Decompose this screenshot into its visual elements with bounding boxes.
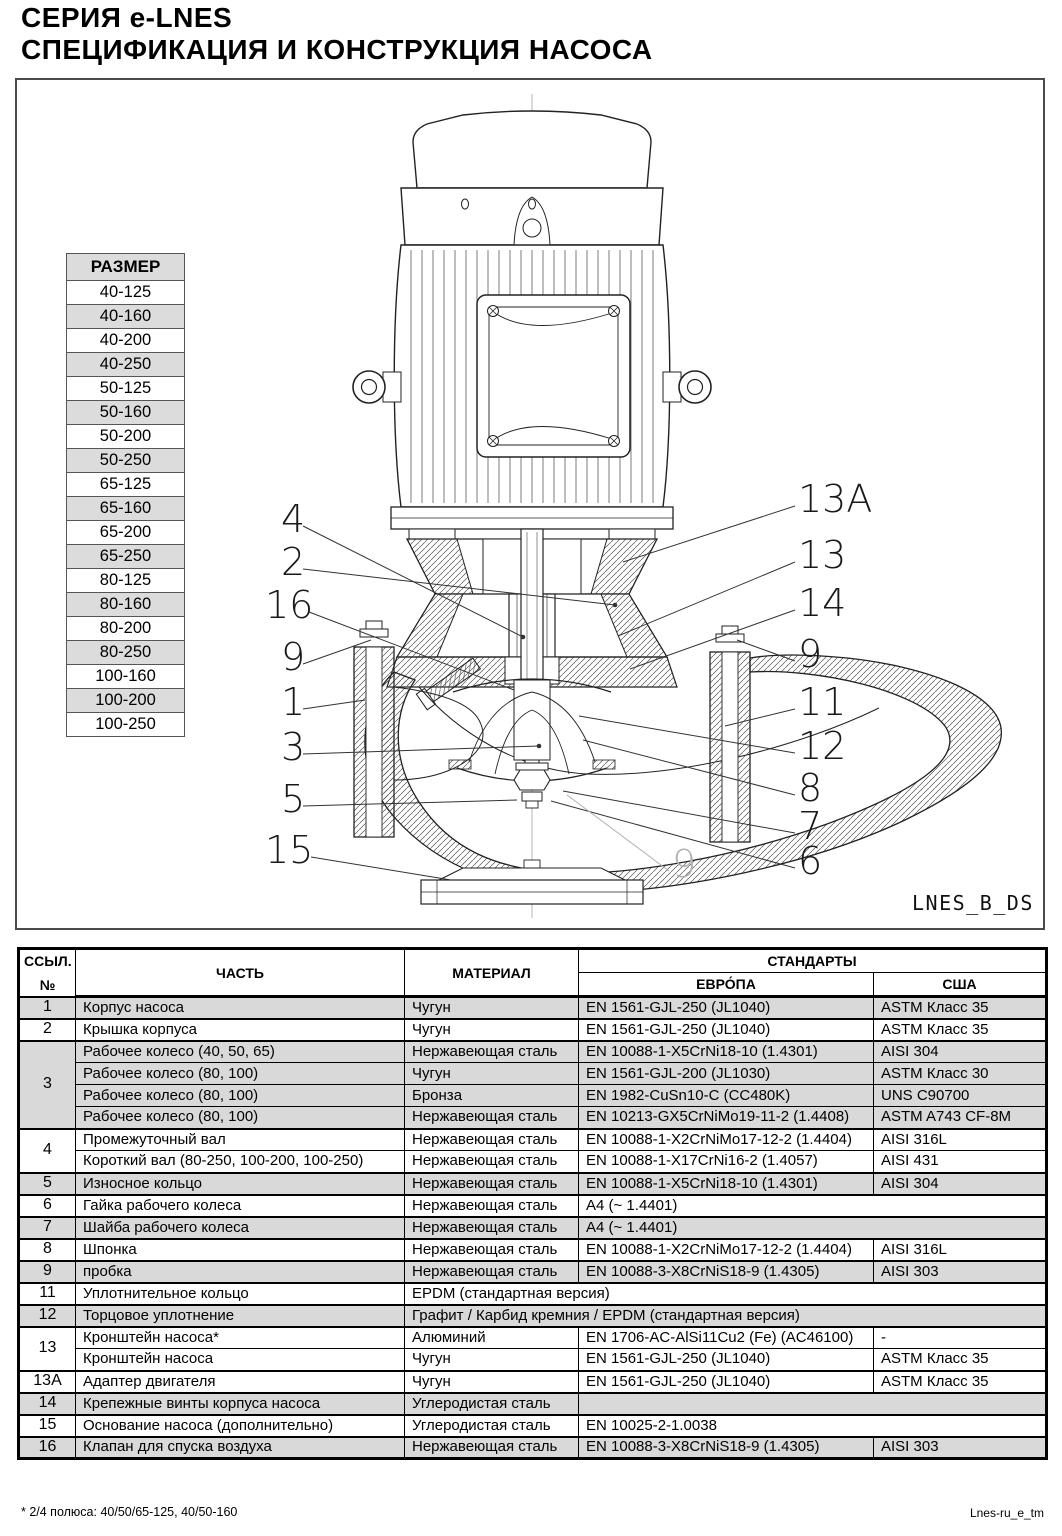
callout-11: 11 <box>798 680 847 724</box>
table-row <box>19 1239 1047 1261</box>
callout-2: 2 <box>281 540 306 584</box>
footnote: * 2/4 полюса: 40/50/65-125, 40/50-160 <box>21 1505 238 1519</box>
drawing-code: LNES_B_DS <box>912 891 1034 915</box>
material-cell: Нержавеющая сталь <box>405 1239 579 1261</box>
ref-cell: 3 <box>19 1041 76 1129</box>
ref-cell: 16 <box>19 1437 76 1459</box>
size-row <box>67 569 185 593</box>
callout-16: 16 <box>265 583 314 627</box>
table-row <box>19 1129 1047 1151</box>
europe-cell: A4 (~ 1.4401) <box>579 1195 1047 1217</box>
material-cell: EPDM (стандартная версия) <box>405 1283 1047 1305</box>
callout-8: 8 <box>798 766 823 810</box>
callout-12: 12 <box>798 724 847 768</box>
table-row <box>19 1261 1047 1283</box>
europe-cell: A4 (~ 1.4401) <box>579 1217 1047 1239</box>
lifting-eye-right <box>663 371 711 403</box>
usa-cell: ASTM Класс 30 <box>874 1063 1047 1085</box>
size-row <box>67 377 185 401</box>
size-cell: 50-200 <box>67 425 185 449</box>
part-cell: Рабочее колесо (80, 100) <box>76 1063 405 1085</box>
size-cell: 40-125 <box>67 281 185 305</box>
part-cell: Уплотнительное кольцо <box>76 1283 405 1305</box>
part-cell: Рабочее колесо (80, 100) <box>76 1107 405 1129</box>
ref-cell: 5 <box>19 1173 76 1195</box>
discharge-flange <box>710 626 750 842</box>
callout-1: 1 <box>281 680 306 724</box>
size-row <box>67 713 185 737</box>
europe-cell: EN 10088-1-X5CrNi18-10 (1.4301) <box>579 1173 874 1195</box>
size-cell: 65-250 <box>67 545 185 569</box>
ref-cell: 1 <box>19 997 76 1019</box>
europe-cell: EN 1706-AC-AlSi11Cu2 (Fe) (AC46100) <box>579 1327 874 1349</box>
size-row <box>67 545 185 569</box>
material-cell: Нержавеющая сталь <box>405 1217 579 1239</box>
callout-3: 3 <box>281 725 306 769</box>
part-cell: Торцовое уплотнение <box>76 1305 405 1327</box>
size-row <box>67 329 185 353</box>
europe-cell: EN 10088-1-X2CrNiMo17-12-2 (1.4404) <box>579 1239 874 1261</box>
table-row <box>19 1415 1047 1437</box>
material-cell: Нержавеющая сталь <box>405 1129 579 1151</box>
size-row <box>67 281 185 305</box>
ref-cell: 14 <box>19 1393 76 1415</box>
ref-cell: 11 <box>19 1283 76 1305</box>
table-row <box>19 1349 1047 1371</box>
part-cell: Корпус насоса <box>76 997 405 1019</box>
material-cell: Чугун <box>405 1371 579 1393</box>
size-row <box>67 689 185 713</box>
europe-cell: EN 10088-3-X8CrNiS18-9 (1.4305) <box>579 1261 874 1283</box>
table-row <box>19 1371 1047 1393</box>
ref-cell: 7 <box>19 1217 76 1239</box>
callout-4: 4 <box>281 497 306 541</box>
material-cell: Чугун <box>405 1063 579 1085</box>
size-cell: 65-125 <box>67 473 185 497</box>
part-cell: Рабочее колесо (40, 50, 65) <box>76 1041 405 1063</box>
europe-cell: EN 1561-GJL-200 (JL1030) <box>579 1063 874 1085</box>
size-cell: 80-125 <box>67 569 185 593</box>
usa-cell: ASTM Класс 35 <box>874 1019 1047 1041</box>
standards-header: СТАНДАРТЫ <box>579 949 1047 973</box>
material-cell: Чугун <box>405 1349 579 1371</box>
size-cell: 65-160 <box>67 497 185 521</box>
wear-ring <box>593 760 615 769</box>
motor-assembly <box>353 111 711 539</box>
size-row <box>67 473 185 497</box>
material-cell: Нержавеющая сталь <box>405 1107 579 1129</box>
usa-cell: AISI 431 <box>874 1151 1047 1173</box>
usa-cell: UNS C90700 <box>874 1085 1047 1107</box>
part-cell: Кронштейн насоса <box>76 1349 405 1371</box>
callout-13A: 13A <box>798 477 873 521</box>
ref-header-line1: ССЫЛ. <box>24 952 72 969</box>
usa-cell: ASTM Класс 35 <box>874 997 1047 1019</box>
table-row <box>19 1393 1047 1415</box>
europe-cell <box>579 1393 1047 1415</box>
part-cell: Кронштейн насоса* <box>76 1327 405 1349</box>
table-row <box>19 1107 1047 1129</box>
lifting-eye-left <box>353 371 401 403</box>
europe-cell: EN 10088-3-X8CrNiS18-9 (1.4305) <box>579 1437 874 1459</box>
size-row <box>67 521 185 545</box>
europe-cell: EN 1982-CuSn10-C (CC480K) <box>579 1085 874 1107</box>
europe-cell: EN 1561-GJL-250 (JL1040) <box>579 997 874 1019</box>
part-cell: Адаптер двигателя <box>76 1371 405 1393</box>
size-cell: 80-250 <box>67 641 185 665</box>
table-row <box>19 1195 1047 1217</box>
size-cell: 65-200 <box>67 521 185 545</box>
usa-cell: ASTM Класс 35 <box>874 1371 1047 1393</box>
document-code: Lnes-ru_e_tm <box>969 1506 1044 1520</box>
title-line-2: СПЕЦИФИКАЦИЯ И КОНСТРУКЦИЯ НАСОСА <box>21 34 653 65</box>
table-row <box>19 1437 1047 1459</box>
ref-cell: 13A <box>19 1371 76 1393</box>
terminal-box <box>477 295 630 457</box>
part-cell: Основание насоса (дополнительно) <box>76 1415 405 1437</box>
page-title <box>21 2 653 66</box>
size-row <box>67 617 185 641</box>
size-cell: 40-250 <box>67 353 185 377</box>
ref-cell: 4 <box>19 1129 76 1173</box>
table-row <box>19 1217 1047 1239</box>
material-cell: Нержавеющая сталь <box>405 1173 579 1195</box>
size-cell: 100-200 <box>67 689 185 713</box>
europe-cell: EN 1561-GJL-250 (JL1040) <box>579 1371 874 1393</box>
fan-cover <box>401 111 663 245</box>
usa-header: США <box>874 973 1047 997</box>
size-table-header: РАЗМЕР <box>67 254 185 281</box>
size-cell: 50-125 <box>67 377 185 401</box>
europe-cell: EN 10213-GX5CrNiMo19-11-2 (1.4408) <box>579 1107 874 1129</box>
impeller-washer <box>516 763 548 770</box>
size-row <box>67 401 185 425</box>
size-row <box>67 305 185 329</box>
part-header: ЧАСТЬ <box>76 949 405 997</box>
material-header: МАТЕРИАЛ <box>405 949 579 997</box>
part-cell: Промежуточный вал <box>76 1129 405 1151</box>
ref-cell: 2 <box>19 1019 76 1041</box>
impeller-nut <box>514 770 550 790</box>
size-cell: 40-200 <box>67 329 185 353</box>
usa-cell: - <box>874 1327 1047 1349</box>
part-cell: Гайка рабочего колеса <box>76 1195 405 1217</box>
size-row <box>67 425 185 449</box>
part-cell: Шайба рабочего колеса <box>76 1217 405 1239</box>
material-cell: Бронза <box>405 1085 579 1107</box>
usa-cell: ASTM Класс 35 <box>874 1349 1047 1371</box>
table-row <box>19 1173 1047 1195</box>
pump-base <box>421 860 643 904</box>
usa-cell: AISI 316L <box>874 1129 1047 1151</box>
usa-cell: ASTM A743 CF-8M <box>874 1107 1047 1129</box>
material-cell: Чугун <box>405 997 579 1019</box>
material-cell: Нержавеющая сталь <box>405 1151 579 1173</box>
callout-9-right: 9 <box>798 632 823 676</box>
part-cell: Шпонка <box>76 1239 405 1261</box>
europe-header: ЕВРО́ПА <box>579 973 874 997</box>
table-row <box>19 1151 1047 1173</box>
part-cell: Износное кольцо <box>76 1173 405 1195</box>
callout-9-gray: 9 <box>672 842 697 886</box>
europe-cell: EN 10025-2-1.0038 <box>579 1415 1047 1437</box>
ref-cell: 8 <box>19 1239 76 1261</box>
title-line-1: СЕРИЯ e-LNES <box>21 2 233 33</box>
header-row-1 <box>19 949 1047 973</box>
table-row <box>19 1019 1047 1041</box>
europe-cell: EN 10088-1-X2CrNiMo17-12-2 (1.4404) <box>579 1129 874 1151</box>
size-cell: 50-160 <box>67 401 185 425</box>
material-cell: Нержавеющая сталь <box>405 1195 579 1217</box>
parts-table <box>17 947 1048 1460</box>
usa-cell: AISI 303 <box>874 1261 1047 1283</box>
size-cell: 100-160 <box>67 665 185 689</box>
table-row <box>19 1305 1047 1327</box>
material-cell: Нержавеющая сталь <box>405 1437 579 1459</box>
table-row <box>19 1063 1047 1085</box>
table-row <box>19 1283 1047 1305</box>
part-cell: Рабочее колесо (80, 100) <box>76 1085 405 1107</box>
part-cell: Крепежные винты корпуса насоса <box>76 1393 405 1415</box>
ref-header-line2: № <box>39 976 56 993</box>
ref-cell: 6 <box>19 1195 76 1217</box>
callout-6: 6 <box>798 839 823 883</box>
europe-cell: EN 1561-GJL-250 (JL1040) <box>579 1349 874 1371</box>
table-row <box>19 1041 1047 1063</box>
ref-header <box>19 949 76 997</box>
ref-cell: 9 <box>19 1261 76 1283</box>
size-cell: 50-250 <box>67 449 185 473</box>
size-cell: 100-250 <box>67 713 185 737</box>
wear-ring <box>449 760 471 769</box>
material-cell: Алюминий <box>405 1327 579 1349</box>
size-row <box>67 665 185 689</box>
callout-9-left: 9 <box>281 635 306 679</box>
usa-cell: AISI 316L <box>874 1239 1047 1261</box>
size-cell: 80-200 <box>67 617 185 641</box>
size-row <box>67 353 185 377</box>
callout-13: 13 <box>798 533 847 577</box>
callout-7: 7 <box>798 804 823 848</box>
table-row <box>19 1327 1047 1349</box>
usa-cell: AISI 304 <box>874 1173 1047 1195</box>
size-row <box>67 497 185 521</box>
material-cell: Углеродистая сталь <box>405 1415 579 1437</box>
europe-cell: EN 10088-1-X5CrNi18-10 (1.4301) <box>579 1041 874 1063</box>
material-cell: Нержавеющая сталь <box>405 1261 579 1283</box>
ref-cell: 13 <box>19 1327 76 1371</box>
size-table <box>66 253 185 737</box>
size-cell: 40-160 <box>67 305 185 329</box>
callout-14: 14 <box>798 581 847 625</box>
part-cell: Короткий вал (80-250, 100-200, 100-250) <box>76 1151 405 1173</box>
ref-cell: 12 <box>19 1305 76 1327</box>
material-cell: Нержавеющая сталь <box>405 1041 579 1063</box>
part-cell: пробка <box>76 1261 405 1283</box>
usa-cell: AISI 303 <box>874 1437 1047 1459</box>
callout-15: 15 <box>265 828 314 872</box>
material-cell: Чугун <box>405 1019 579 1041</box>
part-cell: Крышка корпуса <box>76 1019 405 1041</box>
material-cell: Графит / Карбид кремния / EPDM (стандартная версия) <box>405 1305 1047 1327</box>
europe-cell: EN 10088-1-X17CrNi16-2 (1.4057) <box>579 1151 874 1173</box>
table-row <box>19 997 1047 1019</box>
size-row <box>67 641 185 665</box>
pump-drawing-frame <box>15 78 1045 930</box>
part-cell: Клапан для спуска воздуха <box>76 1437 405 1459</box>
ref-cell: 15 <box>19 1415 76 1437</box>
table-row <box>19 1085 1047 1107</box>
europe-cell: EN 1561-GJL-250 (JL1040) <box>579 1019 874 1041</box>
material-cell: Углеродистая сталь <box>405 1393 579 1415</box>
size-row <box>67 593 185 617</box>
size-cell: 80-160 <box>67 593 185 617</box>
callout-5: 5 <box>281 777 306 821</box>
size-row <box>67 449 185 473</box>
usa-cell: AISI 304 <box>874 1041 1047 1063</box>
